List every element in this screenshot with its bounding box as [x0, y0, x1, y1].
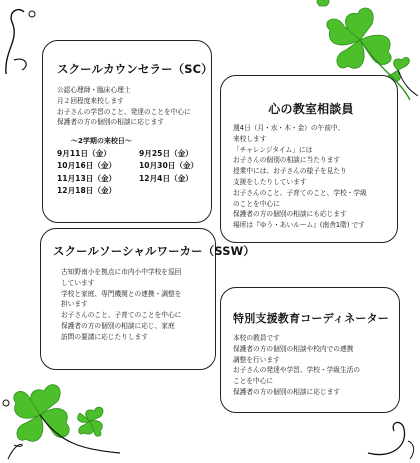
text-line: 授業中には、お子さんの様子を見たり: [233, 167, 347, 176]
text-line: 古知野南小を拠点に市内小中学校を巡回: [61, 268, 182, 276]
text-line: 保護者の方の個別の相談にも応じます: [233, 210, 347, 219]
text-line: 訪問の要請に応じたりします: [61, 332, 148, 341]
social-worker-card: [40, 228, 256, 370]
school-counselor-card: [42, 40, 212, 223]
text-line: 月２回程度来校します: [57, 96, 124, 105]
text-line: 場所は『ゆう・あいルーム』(南舎1階) です: [233, 221, 365, 230]
text-line: お子さんの個別の相談に当たります: [233, 156, 340, 165]
visit-dates: [57, 148, 203, 197]
text-line: のことを中心に: [233, 199, 280, 208]
text-line: 来校します: [233, 134, 267, 143]
social-worker-title: スクールソーシャルワーカー（SSW）: [53, 244, 256, 258]
visit-date: 10月16日（金）: [57, 161, 117, 171]
text-line: お子さんの学習のこと、発達のことを中心に: [57, 107, 191, 116]
text-line: 担います: [61, 300, 88, 309]
visit-date: 9月11日（金）: [57, 149, 111, 159]
special-support-title: 特別支援教育コーディネーター: [233, 312, 389, 325]
text-line: 本校の教員です: [233, 334, 280, 342]
text-line: お子さんのこと、子育てのこと、学校・学級: [233, 188, 367, 197]
text-line: 調整を行います: [233, 355, 280, 364]
school-counselor-title: スクールカウンセラー（SC）: [57, 62, 213, 76]
text-line: 保護者の方の個別の相談に応じます: [57, 118, 164, 127]
text-line: 週4日（月・水・木・金）の午前中、: [233, 124, 345, 132]
text-line: 保護者の方の個別の相談や校内での連携: [233, 344, 354, 353]
text-line: 「チャレンジタイム」には: [233, 145, 313, 154]
text-line: お子さんのこと、子育てのことを中心に: [61, 311, 182, 320]
visit-date: 9月25日（金）: [139, 149, 193, 159]
text-line: 保護者の方の個別の相談に応じます: [233, 387, 340, 396]
text-line: しています: [61, 278, 95, 287]
mind-counselor-card: [220, 75, 398, 243]
text-line: ことを中心に: [233, 377, 274, 386]
special-support-card: [220, 287, 400, 413]
text-line: 支援をしたりしています: [233, 177, 307, 186]
text-line: お子さんの発達や学習、学校・学級生活の: [233, 366, 361, 375]
text-line: 保護者の方の個別の相談に応じ、家庭: [61, 321, 175, 330]
clover-decoration-bottom-left: [0, 363, 140, 463]
schedule-heading: 〜2学期の来校日〜: [71, 137, 132, 146]
text-line: 学校と家庭、専門機関との連携・調整を: [61, 289, 182, 298]
visit-date: 12月4日（金）: [139, 173, 193, 183]
visit-date: 11月13日（金）: [57, 173, 117, 183]
visit-date: 10月30日（金）: [139, 161, 199, 171]
mind-counselor-title: 心の教室相談員: [268, 102, 354, 116]
visit-date: 12月18日（金）: [57, 185, 117, 195]
text-line: 公認心理師・臨床心理士: [57, 86, 131, 94]
